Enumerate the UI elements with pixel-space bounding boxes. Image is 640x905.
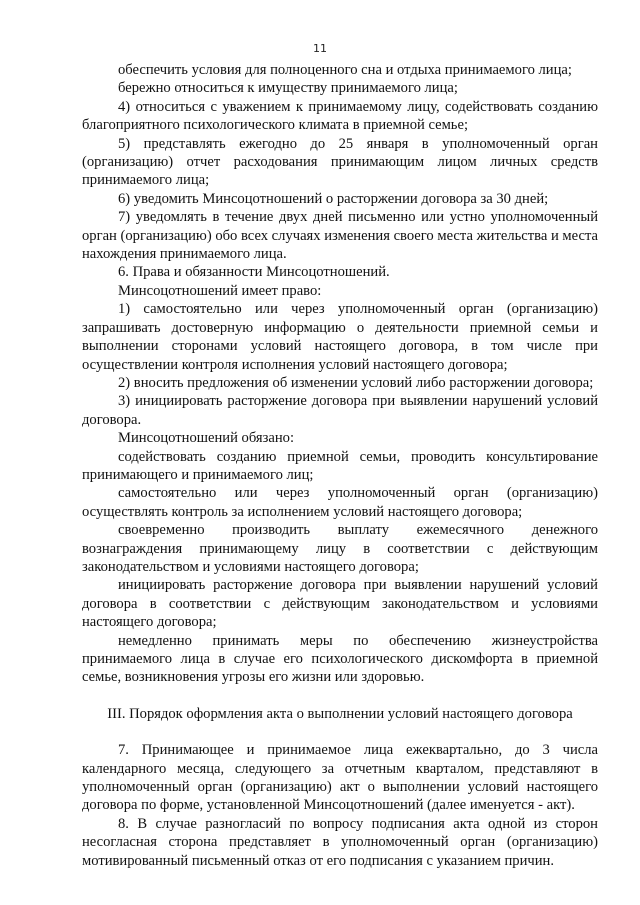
page-number: 11	[313, 42, 327, 55]
paragraph: Минсоцотношений обязано:	[118, 430, 295, 447]
paragraph: 6) уведомить Минсоцотношений о расторжении договора за 30 дней;	[118, 190, 549, 207]
paragraph: 7) уведомлять в течение двух дней письменно или устно уполномоченный орган (организацию) обо всех случаях изменения своего места жительства и места нахождения принимаемого лица.	[82, 209, 598, 263]
paragraph: 7. Принимающее и принимаемое лица ежеквартально, до 3 числа календарного месяца, следующего за отчетным кварталом, представляют в уполномоченный орган (организацию) акт о выполнении условий настоящего договора по форме, установленной Минсоцотношений (далее именуется - акт).	[82, 742, 598, 814]
document-body	[82, 61, 598, 870]
paragraph: 1) самостоятельно или через уполномоченный орган (организацию) запрашивать достоверную информацию о деятельности приемной семьи и выполнении сторонами условий настоящего договора, в том числе при осуществлении контроля исполнения условий настоящего договора;	[82, 301, 598, 373]
paragraph: содействовать созданию приемной семьи, проводить консультирование принимающего и принимаемого лиц;	[82, 448, 598, 483]
paragraph: обеспечить условия для полноценного сна и отдыха принимаемого лица;	[118, 62, 572, 78]
paragraph: 5) представлять ежегодно до 25 января в уполномоченный орган (организацию) отчет расходования принимающим лицом личных средств принимаемого лица;	[82, 135, 598, 189]
paragraph: Минсоцотношений имеет право:	[118, 282, 322, 299]
paragraph: своевременно производить выплату ежемесячного денежного вознаграждения принимающему лицу в соответствии с действующим законодательством и условиями настоящего договора;	[82, 522, 598, 575]
paragraph: инициировать расторжение договора при выявлении нарушений условий договора в соответствии с действующим законодательством и условиями настоящего договора;	[82, 577, 598, 631]
paragraph: 8. В случае разногласий по вопросу подписания акта одной из сторон несогласная сторона представляет в уполномоченный орган (организацию) мотивированный письменный отказ от его подписания с указанием причин.	[82, 815, 598, 869]
paragraph: немедленно принимать меры по обеспечению жизнеустройства принимаемого лица в случае его психологического дискомфорта в приемной семье, возникновения угрозы его жизни или здоровью.	[82, 632, 598, 686]
section-heading: III. Порядок оформления акта о выполнении условий настоящего договора	[107, 705, 573, 722]
paragraph: бережно относиться к имуществу принимаемого лица;	[118, 80, 458, 97]
paragraph: самостоятельно или через уполномоченный орган (организацию) осуществлять контроль за исполнением условий настоящего договора;	[82, 485, 598, 520]
paragraph: 2) вносить предложения об изменении условий либо расторжении договора;	[118, 374, 594, 391]
paragraph: 6. Права и обязанности Минсоцотношений.	[118, 264, 390, 281]
paragraph: 3) инициировать расторжение договора при выявлении нарушений условий договора.	[82, 393, 598, 428]
paragraph: 4) относиться с уважением к принимаемому лицу, содействовать созданию благоприятного психологического климата в приемной семье;	[82, 98, 598, 134]
